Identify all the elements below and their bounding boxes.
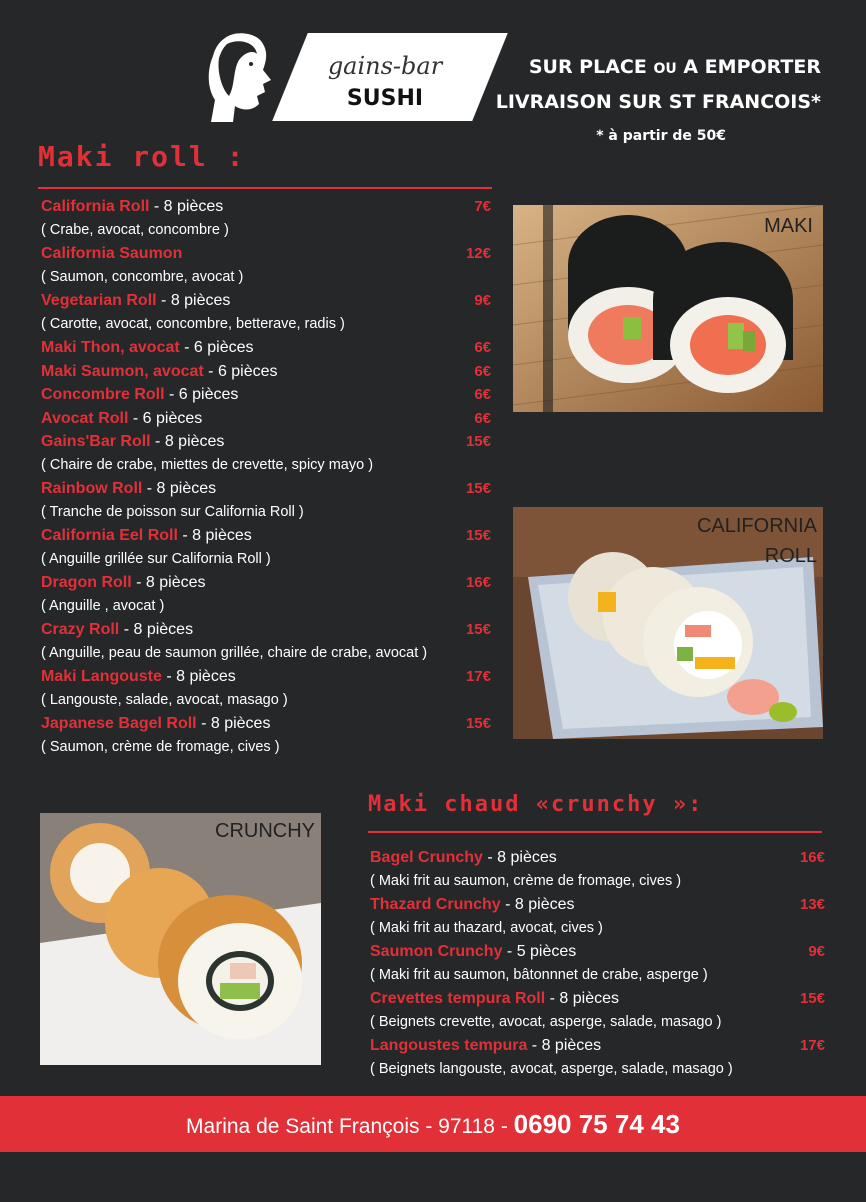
menu-item-name: Rainbow Roll <box>41 480 143 497</box>
maki-roll-menu-item <box>41 195 491 242</box>
footer-contact <box>0 1096 866 1152</box>
menu-item-price: 9€ <box>474 292 491 309</box>
maki-chaud-title: Maki chaud «crunchy »: <box>368 792 704 817</box>
menu-item-price: 6€ <box>474 409 491 427</box>
menu-item-line <box>41 430 491 454</box>
maki-chaud-menu-item <box>370 1034 825 1081</box>
menu-item-line <box>370 987 825 1011</box>
menu-item-pieces: - 8 pièces <box>161 668 236 685</box>
header-delivery-note: * à partir de 50€ <box>596 128 726 144</box>
menu-item-pieces: - 6 pièces <box>164 386 239 403</box>
maki-roll-title: Maki roll : <box>38 140 246 173</box>
menu-item-description: ( Anguille , avocat ) <box>41 597 165 614</box>
maki-chaud-menu-item <box>370 846 825 893</box>
menu-item-pieces: - 8 pièces <box>150 433 225 450</box>
menu-item-description: ( Chaire de crabe, miettes de crevette, spicy mayo ) <box>41 456 374 473</box>
menu-item-line <box>41 195 491 219</box>
maki-roll-menu-item <box>41 242 491 289</box>
menu-item-description: ( Langouste, salade, avocat, masago ) <box>41 691 288 708</box>
menu-item-price: 6€ <box>474 339 491 356</box>
maki-roll-menu-item <box>41 336 491 360</box>
menu-item-name: Bagel Crunchy <box>370 849 483 866</box>
menu-item-description: ( Anguille grillée sur California Roll ) <box>41 550 271 567</box>
maki-chaud-menu-item <box>370 893 825 940</box>
menu-item-description: ( Anguille, peau de saumon grillée, chaire de crabe, avocat ) <box>41 644 428 661</box>
menu-item-line <box>370 893 825 917</box>
menu-item-line <box>41 407 491 431</box>
menu-item-price: 15€ <box>465 715 491 732</box>
menu-item-name: Crazy Roll <box>41 621 120 638</box>
menu-item-price: 15€ <box>465 433 491 450</box>
menu-item-line <box>370 846 825 870</box>
menu-item-name: California Eel Roll <box>41 527 178 544</box>
maki-chaud-divider <box>368 831 822 833</box>
menu-item-price: 9€ <box>808 943 825 960</box>
menu-item-price: 16€ <box>799 849 825 866</box>
menu-item-description: ( Tranche de poisson sur California Roll ) <box>41 503 304 520</box>
menu-item-name: Japanese Bagel Roll <box>41 715 197 732</box>
logo-script: gains-bar <box>327 52 443 80</box>
menu-item-pieces: - 6 pièces <box>128 409 203 427</box>
menu-item-pieces: - 8 pièces <box>545 990 619 1007</box>
menu-item-pieces: - 8 pièces <box>119 621 194 638</box>
menu-item-name: Concombre Roll <box>41 386 165 403</box>
california-photo-label: CALIFORNIA ROLL <box>696 515 817 567</box>
logo-sushi: SUSHI <box>346 86 424 111</box>
menu-item-price: 13€ <box>799 896 825 913</box>
footer-bar <box>0 1096 866 1152</box>
menu-item-name: Thazard Crunchy <box>370 896 501 913</box>
footer-address: Marina de Saint François - 97118 - <box>186 1115 514 1138</box>
crunchy-photo <box>40 813 321 1065</box>
menu-item-line <box>41 289 491 313</box>
menu-item-price: 16€ <box>465 574 491 591</box>
menu-item-price: 15€ <box>465 621 491 638</box>
maki-photo-label: MAKI <box>764 215 813 237</box>
menu-item-name: Maki Langouste <box>41 668 162 685</box>
maki-roll-menu-item <box>41 383 491 407</box>
menu-item-line <box>41 360 491 384</box>
menu-item-pieces: - 8 pièces <box>142 480 217 497</box>
menu-item-pieces: - 8 pièces <box>156 292 231 309</box>
crunchy-illustration <box>40 813 321 1065</box>
menu-item-name: Crevettes tempura Roll <box>370 990 546 1007</box>
menu-item-name: Saumon Crunchy <box>370 943 503 960</box>
menu-item-line <box>41 665 491 689</box>
menu-item-line <box>41 712 491 736</box>
menu-item-description: ( Saumon, crème de fromage, cives ) <box>41 738 280 755</box>
maki-roll-menu-item <box>41 618 491 665</box>
maki-roll-menu-item <box>41 430 491 477</box>
menu-item-name: California Roll <box>41 198 150 215</box>
menu-item-price: 15€ <box>465 527 491 544</box>
menu-item-pieces: - 8 pièces <box>527 1037 602 1054</box>
header-delivery: LIVRAISON SUR ST FRANCOIS* <box>495 91 821 113</box>
menu-item-pieces: - 6 pièces <box>203 362 278 380</box>
maki-chaud-menu-item <box>370 940 825 987</box>
header-dine-in: SUR PLACE OU A EMPORTER <box>528 56 821 78</box>
menu-item-pieces: - 8 pièces <box>196 715 271 732</box>
maki-roll-menu-item <box>41 477 491 524</box>
menu-item-price: 17€ <box>465 668 491 685</box>
menu-item-pieces: - 8 pièces <box>149 198 224 215</box>
menu-item-name: Vegetarian Roll <box>41 292 157 309</box>
menu-item-description: ( Maki frit au thazard, avocat, cives ) <box>370 919 603 936</box>
maki-roll-menu-item <box>41 571 491 618</box>
menu-item-line <box>41 242 491 266</box>
menu-item-description: ( Maki frit au saumon, bâtonnnet de crabe, asperge ) <box>370 966 708 983</box>
menu-item-name: Avocat Roll <box>41 409 129 427</box>
maki-roll-menu-item <box>41 407 491 431</box>
maki-roll-menu-item <box>41 289 491 336</box>
menu-item-description: ( Beignets crevette, avocat, asperge, salade, masago ) <box>370 1013 722 1030</box>
maki-roll-menu-item <box>41 524 491 571</box>
menu-item-price: 7€ <box>474 198 491 215</box>
menu-item-price: 6€ <box>474 386 491 403</box>
menu-item-description: ( Maki frit au saumon, crème de fromage, cives ) <box>370 872 682 889</box>
menu-item-line <box>370 940 825 964</box>
menu-item-pieces: - 8 pièces <box>131 574 206 591</box>
footer-phone: 0690 75 74 43 <box>513 1109 680 1139</box>
menu-item-pieces: - 5 pièces <box>502 943 577 960</box>
menu-item-name: Dragon Roll <box>41 574 132 591</box>
menu-item-line <box>41 477 491 501</box>
menu-item-name: California Saumon <box>41 245 183 262</box>
menu-item-line <box>370 1034 825 1058</box>
menu-item-line <box>41 383 491 407</box>
menu-item-description: ( Carotte, avocat, concombre, betterave, radis ) <box>41 315 345 332</box>
maki-roll-menu-item <box>41 712 491 759</box>
menu-item-line <box>41 618 491 642</box>
logo-face-icon <box>205 30 277 122</box>
menu-item-pieces: - 8 pièces <box>482 849 557 866</box>
menu-item-pieces: - 8 pièces <box>177 527 252 544</box>
crunchy-photo-label: CRUNCHY <box>215 820 315 842</box>
menu-item-line <box>41 571 491 595</box>
menu-item-price: 15€ <box>465 480 491 497</box>
menu-item-price: 6€ <box>474 362 491 380</box>
menu-item-description: ( Crabe, avocat, concombre ) <box>41 221 229 238</box>
maki-chaud-list <box>370 846 825 1081</box>
menu-item-name: Langoustes tempura <box>370 1037 528 1054</box>
menu-item-price: 17€ <box>799 1037 825 1054</box>
maki-roll-list <box>41 195 491 759</box>
menu-item-price: 15€ <box>799 990 825 1007</box>
menu-item-description: ( Saumon, concombre, avocat ) <box>41 268 244 285</box>
maki-roll-menu-item <box>41 360 491 384</box>
menu-item-line <box>41 524 491 548</box>
menu-item-name: Gains'Bar Roll <box>41 433 151 450</box>
menu-item-pieces: - 8 pièces <box>500 896 575 913</box>
menu-item-name: Maki Thon, avocat <box>41 339 180 356</box>
california-roll-photo <box>513 507 823 739</box>
menu-item-name: Maki Saumon, avocat <box>41 362 204 380</box>
menu-item-line <box>41 336 491 360</box>
footer-bottom <box>0 1152 866 1202</box>
maki-photo <box>513 205 823 412</box>
menu-item-price: 12€ <box>465 245 491 262</box>
menu-item-description: ( Beignets langouste, avocat, asperge, salade, masago ) <box>370 1060 733 1077</box>
maki-roll-divider <box>38 187 492 189</box>
menu-item-pieces: - 6 pièces <box>179 339 254 356</box>
maki-chaud-menu-item <box>370 987 825 1034</box>
maki-roll-menu-item <box>41 665 491 712</box>
